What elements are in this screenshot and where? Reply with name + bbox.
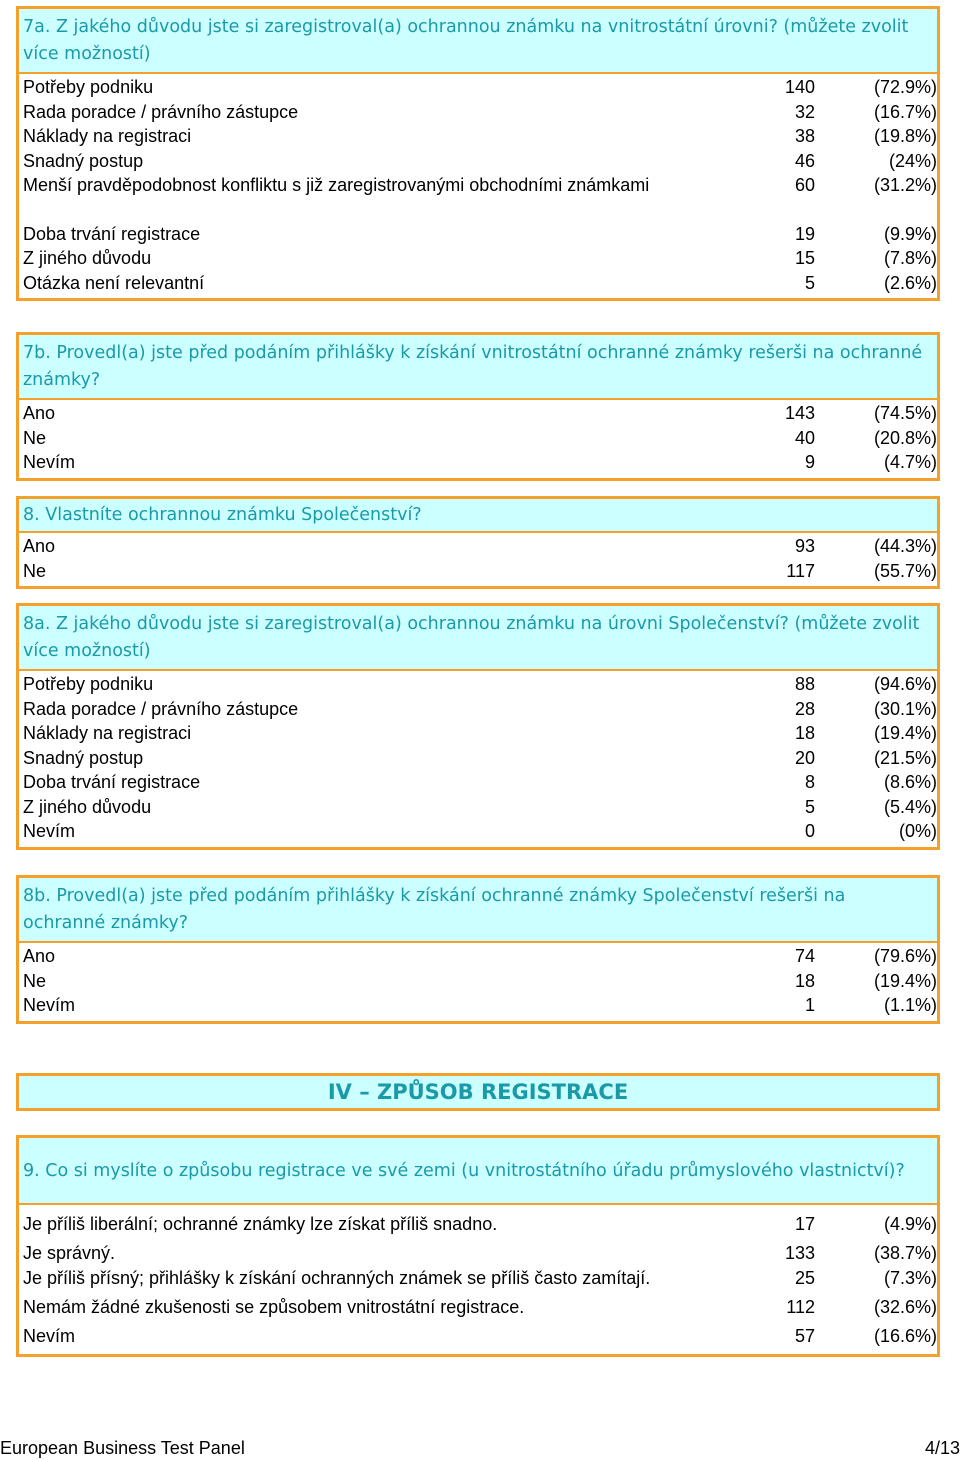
answer-percent: (72.9%)	[873, 77, 937, 97]
answer-row	[19, 534, 937, 559]
answer-label: Je příliš liberální; ochranné známky lze získat příliš snadno.	[23, 1214, 498, 1234]
answer-label: Nemám žádné zkušenosti se způsobem vnitrostátní registrace.	[23, 1297, 525, 1317]
answer-percent: (30.1%)	[873, 698, 937, 719]
answer-label: Ano	[23, 403, 56, 423]
answer-count: 57	[794, 1326, 815, 1346]
answer-count: 25	[794, 1268, 815, 1288]
answer-list	[19, 671, 937, 847]
answer-percent: (24%)	[888, 150, 937, 171]
answer-count: 1	[804, 995, 815, 1015]
answer-row	[19, 1295, 937, 1324]
answer-row	[19, 246, 937, 271]
answer-row	[19, 75, 937, 100]
answer-count: 88	[794, 674, 815, 694]
answer-row	[19, 795, 937, 820]
answer-row	[19, 819, 937, 844]
answer-label: Ano	[23, 946, 56, 966]
answer-list	[19, 943, 937, 1021]
answer-percent: (2.6%)	[883, 272, 937, 293]
answer-count: 140	[784, 77, 815, 97]
answer-count: 60	[794, 175, 815, 195]
answer-row	[19, 1212, 937, 1241]
answer-label: Z jiného důvodu	[23, 796, 152, 817]
answer-percent: (94.6%)	[873, 674, 937, 694]
answer-percent: (7.8%)	[883, 248, 937, 268]
answer-row	[19, 672, 937, 697]
answer-row	[19, 1241, 937, 1266]
answer-row	[19, 559, 937, 584]
answer-count: 9	[804, 452, 815, 472]
answer-percent: (1.1%)	[883, 995, 937, 1015]
section-banner	[16, 1073, 940, 1111]
answer-label: Snadný postup	[23, 747, 144, 768]
answer-row	[19, 969, 937, 994]
section-q7a	[16, 6, 940, 301]
answer-label: Nevím	[23, 452, 76, 472]
answer-percent: (74.5%)	[873, 403, 937, 423]
answer-count: 17	[794, 1214, 815, 1234]
answer-label: Rada poradce / právního zástupce	[23, 101, 299, 122]
page-number: 4/13	[924, 1438, 960, 1458]
section-q7b	[16, 332, 940, 481]
question-title: 8b. Provedl(a) jste před podáním přihlášky k získání ochranné známky Společenství rešerši na ochranné známky?	[19, 878, 937, 943]
answer-row	[19, 173, 937, 198]
answer-label: Potřeby podniku	[23, 674, 154, 694]
answer-row	[19, 401, 937, 426]
answer-percent: (19.4%)	[873, 970, 937, 991]
answer-percent: (8.6%)	[883, 772, 937, 792]
answer-percent: (38.7%)	[873, 1243, 937, 1263]
answer-count: 40	[794, 427, 815, 448]
answer-label: Ano	[23, 536, 56, 556]
answer-percent: (4.7%)	[883, 452, 937, 472]
answer-count: 133	[784, 1243, 815, 1263]
answer-percent: (9.9%)	[883, 223, 937, 244]
answer-label: Menší pravděpodobnost konfliktu s již zaregistrovanými obchodními známkami	[23, 175, 650, 195]
section-q8	[16, 496, 940, 589]
answer-count: 32	[794, 101, 815, 122]
answer-list	[19, 533, 937, 586]
answer-label: Ne	[23, 970, 47, 991]
answer-row	[19, 450, 937, 475]
answer-label: Náklady na registraci	[23, 126, 192, 146]
answer-count: 93	[794, 536, 815, 556]
answer-label: Je příliš přísný; přihlášky k získání ochranných známek se příliš často zamítají.	[23, 1268, 651, 1288]
answer-percent: (20.8%)	[873, 427, 937, 448]
answer-count: 5	[804, 796, 815, 817]
question-title: 9. Co si myslíte o způsobu registrace ve své zemi (u vnitrostátního úřadu průmyslového vlastnictví)?	[19, 1138, 937, 1205]
section-q9	[16, 1135, 940, 1357]
section-banner-title: IV – ZPŮSOB REGISTRACE	[327, 1080, 629, 1104]
answer-row	[19, 697, 937, 722]
answer-percent: (32.6%)	[873, 1297, 937, 1317]
answer-count: 38	[794, 126, 815, 146]
answer-percent: (19.4%)	[873, 723, 937, 743]
section-q8a	[16, 603, 940, 850]
answer-percent: (0%)	[898, 821, 937, 841]
answer-label: Otázka není relevantní	[23, 272, 205, 293]
answer-count: 19	[794, 223, 815, 244]
answer-row	[19, 222, 937, 247]
answer-percent: (5.4%)	[883, 796, 937, 817]
answer-label: Doba trvání registrace	[23, 223, 201, 244]
answer-count: 18	[794, 723, 815, 743]
answer-count: 15	[794, 248, 815, 268]
answer-row	[19, 721, 937, 746]
answer-count: 143	[784, 403, 815, 423]
answer-percent: (19.8%)	[873, 126, 937, 146]
answer-row	[19, 149, 937, 174]
answer-row	[19, 1266, 937, 1295]
answer-count: 46	[794, 150, 815, 171]
answer-row	[19, 100, 937, 125]
answer-row	[19, 1324, 937, 1351]
answer-label: Z jiného důvodu	[23, 248, 152, 268]
answer-row	[19, 770, 937, 795]
question-title: 7b. Provedl(a) jste před podáním přihlášky k získání vnitrostátní ochranné známky rešerši na ochranné známky?	[19, 335, 937, 400]
question-title: 8. Vlastníte ochrannou známku Společenství?	[19, 499, 937, 533]
answer-percent: (21.5%)	[873, 747, 937, 768]
answer-list	[19, 400, 937, 478]
answer-percent: (16.6%)	[873, 1326, 937, 1346]
answer-percent: (4.9%)	[883, 1214, 937, 1234]
answer-label: Doba trvání registrace	[23, 772, 201, 792]
answer-percent: (16.7%)	[873, 101, 937, 122]
answer-count: 112	[786, 1297, 815, 1317]
answer-row	[19, 426, 937, 451]
answer-percent: (44.3%)	[873, 536, 937, 556]
answer-count: 117	[786, 560, 815, 581]
answer-count: 5	[804, 272, 815, 293]
answer-label: Nevím	[23, 1326, 76, 1346]
answer-label: Nevím	[23, 995, 76, 1015]
answer-row	[19, 993, 937, 1018]
answer-row	[19, 746, 937, 771]
answer-label: Náklady na registraci	[23, 723, 192, 743]
question-title: 8a. Z jakého důvodu jste si zaregistroval(a) ochrannou známku na úrovni Společenství? (můžete zvolit více možností)	[19, 606, 937, 671]
answer-count: 74	[794, 946, 815, 966]
answer-count: 0	[804, 821, 815, 841]
answer-label: Rada poradce / právního zástupce	[23, 698, 299, 719]
answer-percent: (55.7%)	[873, 560, 937, 581]
answer-label: Snadný postup	[23, 150, 144, 171]
answer-count: 20	[794, 747, 815, 768]
section-q8b	[16, 875, 940, 1024]
answer-list	[19, 1205, 937, 1354]
answer-list	[19, 74, 937, 298]
footer-left: European Business Test Panel	[0, 1438, 245, 1458]
answer-label: Je správný.	[23, 1243, 116, 1263]
answer-row	[19, 944, 937, 969]
answer-label: Ne	[23, 427, 47, 448]
answer-label: Potřeby podniku	[23, 77, 154, 97]
answer-percent: (31.2%)	[873, 175, 937, 195]
answer-label: Nevím	[23, 821, 76, 841]
answer-percent: (7.3%)	[883, 1268, 937, 1288]
answer-label: Ne	[23, 560, 47, 581]
answer-percent: (79.6%)	[873, 946, 937, 966]
question-title: 7a. Z jakého důvodu jste si zaregistroval(a) ochrannou známku na vnitrostátní úrovni? (můžete zvolit více možností)	[19, 9, 937, 74]
answer-row	[19, 124, 937, 149]
answer-count: 28	[794, 698, 815, 719]
answer-count: 18	[794, 970, 815, 991]
answer-count: 8	[804, 772, 815, 792]
answer-row	[19, 271, 937, 296]
